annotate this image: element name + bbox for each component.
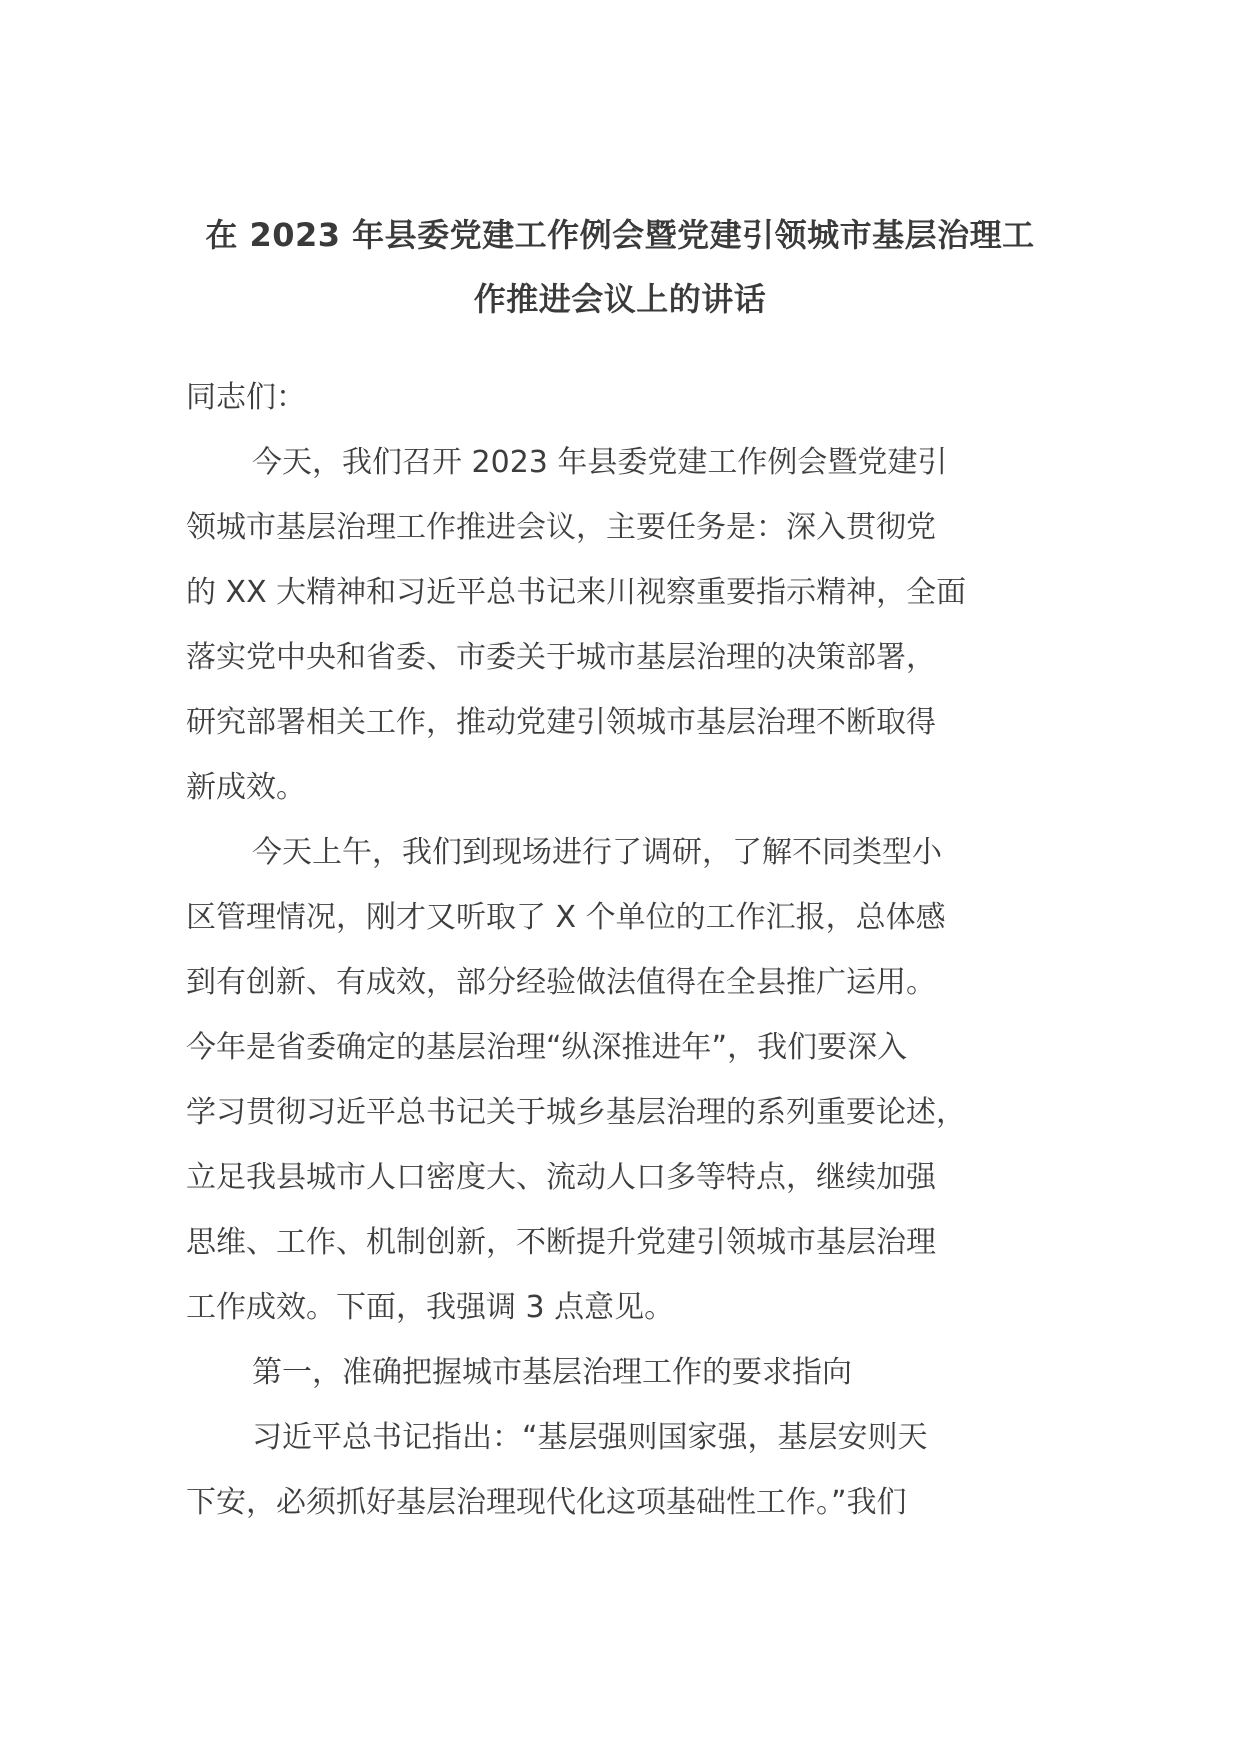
body-line: 落实党中央和省委、市委关于城市基层治理的决策部署， — [186, 640, 936, 675]
body-line: 立足我县城市人口密度大、流动人口多等特点，继续加强 — [186, 1160, 936, 1195]
body-line: 习近平总书记指出：“基层强则国家强，基层安则天 — [252, 1420, 928, 1455]
body-line: 下安，必须抓好基层治理现代化这项基础性工作。”我们 — [186, 1485, 907, 1520]
body-line: 今天，我们召开 2023 年县委党建工作例会暨党建引 — [252, 445, 948, 480]
body-line: 区管理情况，刚才又听取了 X 个单位的工作汇报，总体感 — [186, 900, 946, 935]
body-line: 新成效。 — [186, 770, 306, 805]
document-title — [186, 203, 1054, 331]
body-line: 今天上午，我们到现场进行了调研，了解不同类型小 — [252, 835, 942, 870]
salutation: 同志们： — [186, 380, 306, 415]
body-line: 领城市基层治理工作推进会议，主要任务是：深入贯彻党 — [186, 510, 936, 545]
body-line: 思维、工作、机制创新，不断提升党建引领城市基层治理 — [186, 1225, 936, 1260]
body-line: 学习贯彻习近平总书记关于城乡基层治理的系列重要论述， — [186, 1095, 966, 1130]
section-heading-1: 第一，准确把握城市基层治理工作的要求指向 — [252, 1355, 852, 1390]
body-line: 工作成效。下面，我强调 3 点意见。 — [186, 1290, 675, 1325]
body-line: 的 XX 大精神和习近平总书记来川视察重要指示精神，全面 — [186, 575, 967, 610]
title-line-2: 作推进会议上的讲话 — [473, 280, 767, 318]
body-line: 到有创新、有成效，部分经验做法值得在全县推广运用。 — [186, 965, 936, 1000]
document-body — [186, 365, 1066, 1535]
body-line: 今年是省委确定的基层治理“纵深推进年”，我们要深入 — [186, 1030, 908, 1065]
body-line: 研究部署相关工作，推动党建引领城市基层治理不断取得 — [186, 705, 936, 740]
title-line-1: 在 2023 年县委党建工作例会暨党建引领城市基层治理工 — [205, 216, 1035, 254]
